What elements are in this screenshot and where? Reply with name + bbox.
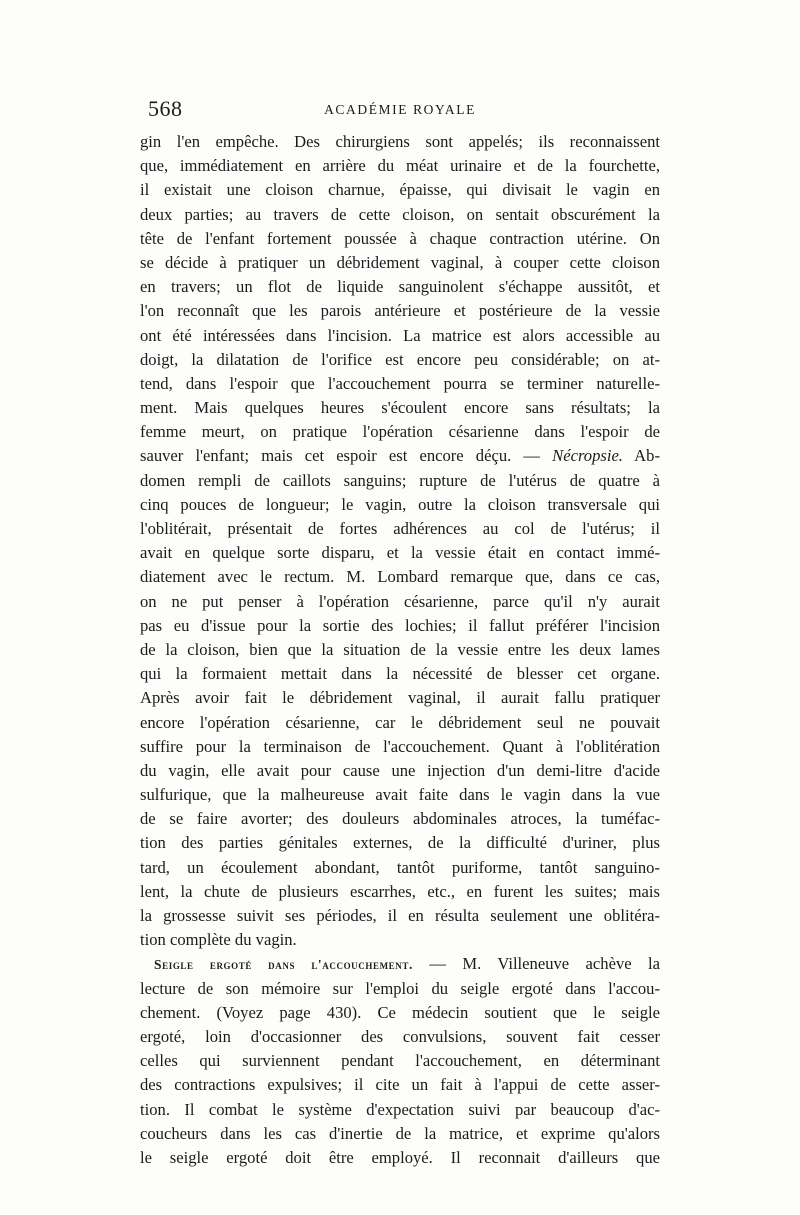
text-line: Après avoir fait le débridement vaginal, il aurait fallu pratiquer: [140, 688, 660, 708]
text-line: pas eu d'issue pour la sortie des lochies; il fallut préférer l'incision: [140, 615, 660, 635]
text-line: sulfurique, que la malheureuse avait faite dans le vagin dans la vue: [140, 785, 660, 805]
text-line: ment. Mais quelques heures s'écoulent encore sans résultats; la: [140, 398, 660, 418]
text-line: domen rempli de caillots sanguins; rupture de l'utérus de quatre à: [140, 470, 660, 490]
paragraph-seigle-ergote: [140, 952, 660, 1170]
text-line: tion des parties génitales externes, de la difficulté d'uriner, plus: [140, 833, 660, 853]
paragraph-necropsy-case: [140, 130, 660, 952]
text-line: cinq pouces de longueur; le vagin, outre la cloison transversale qui: [140, 494, 660, 514]
text-line: deux parties; au travers de cette cloison, on sentait obscurément la: [140, 204, 660, 224]
section-heading: Seigle ergoté dans l'accouchement.: [154, 957, 413, 973]
text-line: coucheurs dans les cas d'inertie de la matrice, et exprime qu'alors: [140, 1123, 660, 1143]
text-fragment: sauver l'enfant; mais cet espoir est encore déçu. —: [140, 446, 553, 466]
text-line: doigt, la dilatation de l'orifice est encore peu considérable; on at-: [140, 349, 660, 369]
necropsie-italic: Nécropsie.: [552, 446, 623, 466]
text-line-necropsie: [140, 444, 660, 468]
text-line: lent, la chute de plusieurs escarrhes, etc., en furent les suites; mais: [140, 881, 660, 901]
text-line: suffire pour la terminaison de l'accouchement. Quant à l'oblitération: [140, 736, 660, 756]
text-line: encore l'opération césarienne, car le débridement seul ne pouvait: [140, 712, 660, 732]
running-head: ACADÉMIE ROYALE: [324, 102, 476, 117]
text-line: tête de l'enfant fortement poussée à chaque contraction utérine. On: [140, 228, 660, 248]
text-fragment: Ab-: [622, 446, 660, 466]
page-body: [140, 130, 660, 1170]
text-line: que, immédiatement en arrière du méat urinaire et de la fourchette,: [140, 156, 660, 176]
text-line-last: tion complète du vagin.: [140, 930, 297, 950]
text-line: gin l'en empêche. Des chirurgiens sont appelés; ils reconnaissent: [140, 132, 660, 151]
text-line: se décide à pratiquer un débridement vaginal, à couper cette cloison: [140, 252, 660, 272]
text-line: du vagin, elle avait pour cause une injection d'un demi-litre d'acide: [140, 760, 660, 780]
text-line: on ne put penser à l'opération césarienne, parce qu'il n'y aurait: [140, 591, 660, 611]
text-line: il existait une cloison charnue, épaisse, qui divisait le vagin en: [140, 180, 660, 200]
text-line: tend, dans l'espoir que l'accouchement pourra se terminer naturelle-: [140, 373, 660, 393]
page-header: [140, 96, 660, 124]
text-line: celles qui surviennent pendant l'accouchement, en déterminant: [140, 1051, 660, 1071]
text-line: de se faire avorter; des douleurs abdominales atroces, la tuméfac-: [140, 809, 660, 829]
page-number: 568: [148, 96, 183, 121]
text-line: la grossesse suivit ses périodes, il en résulta seulement une oblitéra-: [140, 906, 660, 925]
text-line: en travers; un flot de liquide sanguinolent s'échappe aussitôt, et: [140, 277, 660, 297]
text-line: qui la formaient mettait dans la nécessité de blesser cet organe.: [140, 664, 660, 684]
text-line: chement. (Voyez page 430). Ce médecin soutient que le seigle: [140, 1002, 660, 1022]
text-line: tion. Il combat le système d'expectation suivi par beaucoup d'ac-: [140, 1099, 660, 1119]
text-line: diatement avec le rectum. M. Lombard remarque que, dans ce cas,: [140, 567, 660, 587]
text-line: le seigle ergoté doit être employé. Il reconnait d'ailleurs que: [140, 1147, 660, 1167]
text-fragment: — M. Villeneuve achève la: [412, 954, 660, 974]
text-line: avait en quelque sorte disparu, et la vessie était en contact immé-: [140, 543, 660, 563]
text-line: l'on reconnaît que les parois antérieure et postérieure de la vessie: [140, 301, 660, 321]
text-line: des contractions expulsives; il cite un fait à l'appui de cette asser-: [140, 1075, 660, 1095]
text-line: ergoté, loin d'occasionner des convulsions, souvent fait cesser: [140, 1026, 660, 1046]
text-line: femme meurt, on pratique l'opération césarienne dans l'espoir de: [140, 422, 660, 442]
text-line: ont été intéressées dans l'incision. La matrice est alors accessible au: [140, 325, 660, 345]
text-line: lecture de son mémoire sur l'emploi du seigle ergoté dans l'accou-: [140, 978, 660, 998]
text-line: de la cloison, bien que la situation de la vessie entre les deux lames: [140, 639, 660, 659]
text-line: tard, un écoulement abondant, tantôt puriforme, tantôt sanguino-: [140, 857, 660, 877]
section-heading-line: [140, 952, 660, 976]
text-line: l'oblitérait, présentait de fortes adhérences au col de l'utérus; il: [140, 519, 660, 538]
